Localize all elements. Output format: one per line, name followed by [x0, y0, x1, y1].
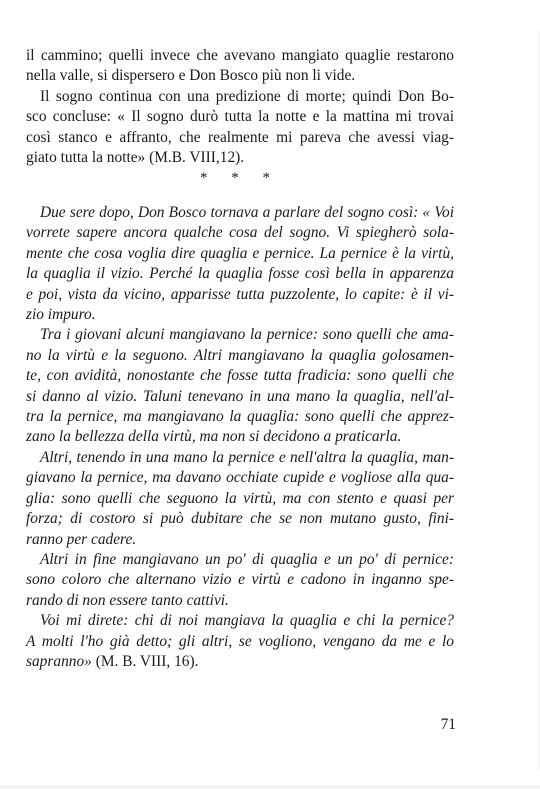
section-separator: * * *	[200, 170, 280, 186]
text-line: giato tutta la notte» (M.B. VIII,12).	[26, 149, 245, 167]
text-line: si danno al vizio. Taluni tenevano in una mano la quaglia, nell'al-	[26, 387, 454, 405]
text-line: il cammino; quelli invece che avevano mangiato quaglie restarono	[26, 47, 454, 64]
text-line: Due sere dopo, Don Bosco tornava a parlare del sogno così: « Voi	[40, 204, 454, 221]
text-line: glia: sono quelli che seguono la virtù, ma con stento e quasi per	[26, 489, 454, 507]
citation-reference: (M. B. VIII, 16).	[91, 652, 199, 670]
top-text-block	[26, 46, 454, 168]
page-number: 71	[440, 716, 456, 733]
text-line: rando di non essere tanto cattivi.	[26, 591, 229, 609]
page-edge-shadow	[0, 785, 540, 789]
text-line: così stanco e affranto, che realmente mi pareva che avessi viag-	[26, 128, 454, 146]
text-line: mente che cosa voglia dire quaglia e pernice. La pernice è la virtù,	[26, 244, 454, 262]
text-line: e poi, vista da vicino, apparisse tutta puzzolente, lo capite: è il vi-	[26, 285, 454, 303]
text-line: nella valle, si dispersero e Don Bosco più non li vide.	[26, 67, 356, 85]
text-line: A molti l'ho già detto; gli altri, se vogliono, vengano da me e lo	[26, 632, 454, 650]
text-line: vorrete sapere ancora qualche cosa del sogno. Vi spiegherò sola-	[26, 224, 454, 242]
text-line: zio impuro.	[26, 306, 96, 324]
text-line: Tra i giovani alcuni mangiavano la pernice: sono quelli che ama-	[40, 326, 454, 344]
text-line: zano la bellezza della virtù, ma non si decidono a praticarla.	[26, 428, 402, 446]
text-line: no la virtù e la seguono. Altri mangiavano la quaglia golosamen-	[26, 346, 454, 364]
text-line: Altri in fine mangiavano un po' di quaglia e un po' di pernice:	[40, 550, 454, 568]
italic-text-block	[26, 203, 454, 672]
text-line: Voi mi direte: chi di noi mangiava la quaglia e chi la pernice?	[40, 612, 454, 630]
text-line: giavano la pernice, ma davano occhiate cupide e vogliose alla qua-	[26, 469, 454, 487]
text-line: la quaglia il vizio. Perché la quaglia fosse così bella in apparenza	[26, 265, 454, 283]
text-line: te, con avidità, nonostante che fosse tutta fradicia: sono quelli che	[26, 367, 454, 385]
text-line: sono coloro che alternano vizio e virtù e cadono in inganno spe-	[26, 571, 454, 589]
text-line	[26, 652, 454, 672]
text-line: sco concluse: « Il sogno durò tutta la notte e la mattina mi trovai	[26, 108, 454, 126]
text-line: tra la pernice, ma mangiavano la quaglia: sono quelli che apprez-	[26, 408, 454, 426]
text-line: Altri, tenendo in una mano la pernice e nell'altra la quaglia, man-	[40, 448, 454, 466]
text-line: forza; di costoro si può dubitare che se non mutano gusto, fini-	[26, 510, 454, 528]
text-line: ranno per cadere.	[26, 530, 137, 548]
text-fragment-italic: sapranno»	[26, 652, 92, 670]
text-line: Il sogno continua con una predizione di morte; quindi Don Bo-	[40, 87, 454, 105]
